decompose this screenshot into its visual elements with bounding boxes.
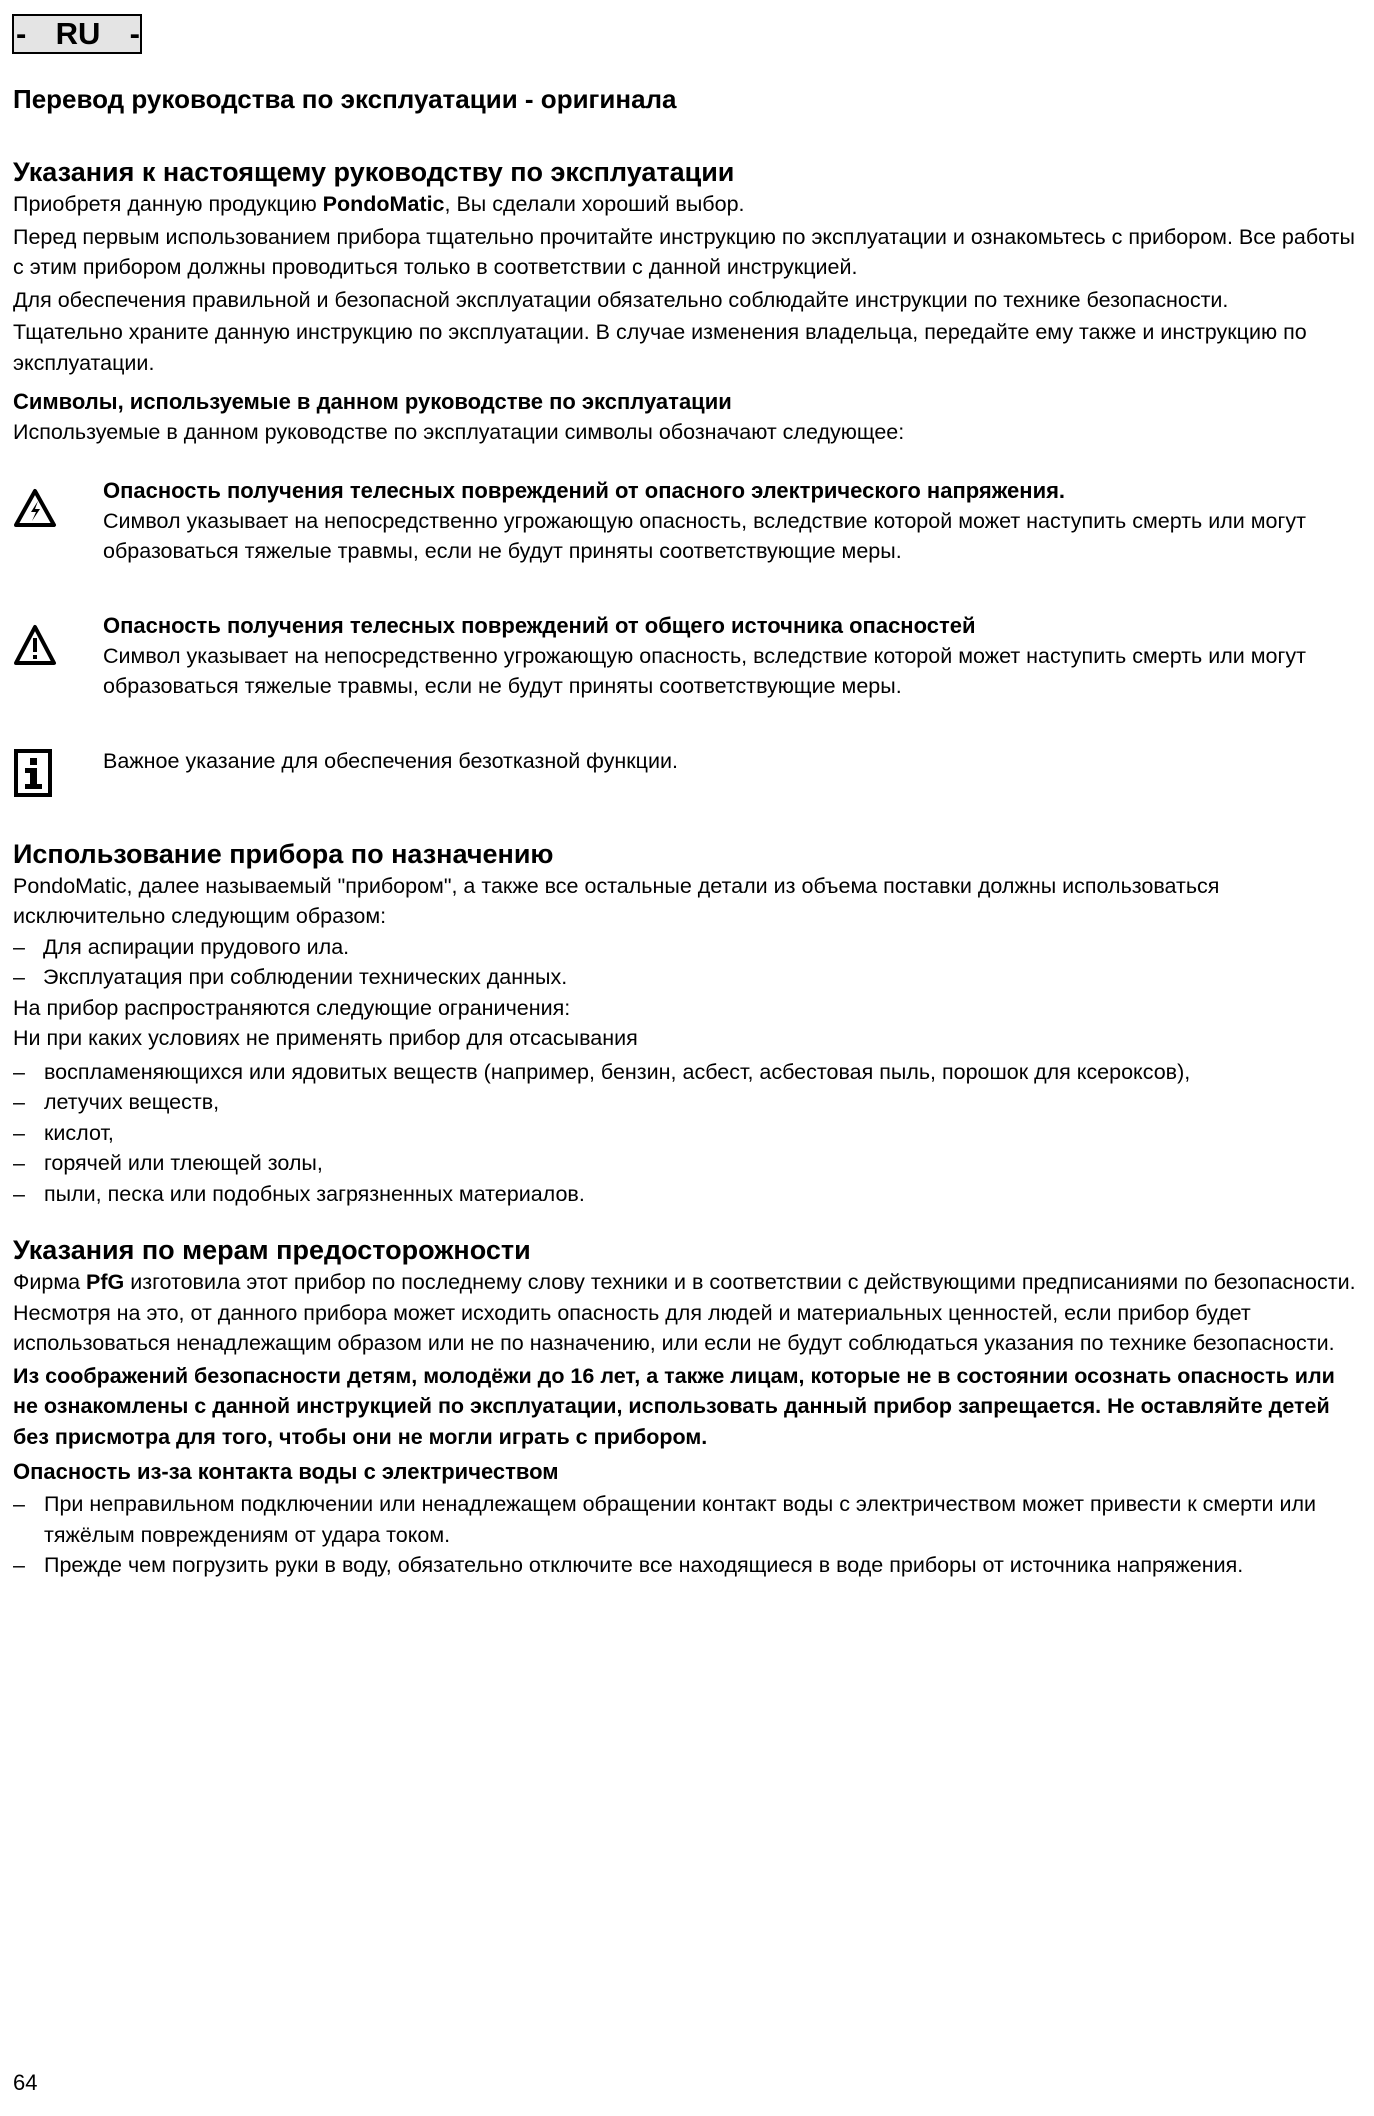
electric-hazard-icon: [13, 476, 85, 533]
paragraph: Для обеспечения правильной и безопасной эксплуатации обязательно соблюдайте инструкции по технике безопасности.: [13, 287, 1229, 312]
water-electricity-list: [13, 1489, 1363, 1581]
brand-name: PondoMatic: [322, 192, 445, 216]
symbol-text: Символ указывает на непосредственно угрожающую опасность, вследствие которой может наступить смерть или могут образоваться тяжелые травмы, если не будут приняты соответствующие меры.: [103, 508, 1306, 563]
usage-list: [13, 932, 1363, 993]
section-heading-instructions: Указания к настоящему руководству по эксплуатации: [13, 157, 735, 187]
list-item: – воспламеняющихся или ядовитых веществ (например, бензин, асбест, асбестовая пыль, порошок для ксероксов),: [13, 1057, 1363, 1088]
lang-dash-left: -: [16, 16, 27, 51]
symbol-general: [13, 611, 1363, 702]
section-heading-safety: Указания по мерам предосторожности: [13, 1235, 531, 1265]
paragraph: Фирма PfG изготовила этот прибор по последнему слову техники и в соответствии с действующими предписаниями по безопасности. Несмотря на это, от данного прибора может исходить опасность для людей и материальных ценностей, если прибор будет использоваться ненадлежащим образом или не по назначению, или если не будут соблюдаться указания по технике безопасности.: [13, 1270, 1356, 1355]
list-item: – Для аспирации прудового ила.: [13, 932, 1363, 963]
subheading-water-electricity: Опасность из-за контакта воды с электричеством: [13, 1459, 559, 1484]
symbol-title: Опасность получения телесных повреждений от общего источника опасностей: [103, 612, 976, 638]
paragraph: Перед первым использованием прибора тщательно прочитайте инструкцию по эксплуатации и ознакомьтесь с прибором. Все работы с этим прибором должны проводиться только в соответствии с данной инструкцией.: [13, 224, 1355, 279]
safety-warning: Из соображений безопасности детям, молодёжи до 16 лет, а также лицам, которые не в состоянии осознать опасность или не ознакомлены с данной инструкцией по эксплуатации, использовать данный прибор запрещается. Не оставляйте детей без присмотра для того, чтобы они не могли играть с прибором.: [13, 1363, 1335, 1449]
section-heading-symbols: Символы, используемые в данном руководстве по эксплуатации: [13, 389, 732, 414]
list-item: – пыли, песка или подобных загрязненных материалов.: [13, 1179, 1363, 1210]
paragraph: На прибор распространяются следующие ограничения:: [13, 995, 571, 1020]
list-item: – летучих веществ,: [13, 1087, 1363, 1118]
general-warning-icon: [13, 611, 85, 672]
paragraph: Тщательно храните данную инструкцию по эксплуатации. В случае изменения владельца, передайте ему также и инструкцию по эксплуатации.: [13, 320, 1307, 375]
lang-code: RU: [55, 16, 101, 51]
language-badge: [12, 14, 142, 54]
info-icon: [13, 746, 85, 803]
symbol-electric: [13, 476, 1363, 567]
symbol-title: Опасность получения телесных повреждений от опасного электрического напряжения.: [103, 477, 1066, 503]
paragraph: PondoMatic, далее называемый "прибором", а также все остальные детали из объема поставки должны использоваться исключительно следующим образом:: [13, 873, 1220, 928]
lang-dash-right: -: [129, 16, 140, 51]
list-item: – Прежде чем погрузить руки в воду, обязательно отключите все находящиеся в воде приборы от источника напряжения.: [13, 1550, 1363, 1581]
document-body: [13, 82, 1363, 1581]
list-item: – кислот,: [13, 1118, 1363, 1149]
page-title: Перевод руководства по эксплуатации - оригинала: [13, 84, 677, 114]
list-item: – При неправильном подключении или ненадлежащем обращении контакт воды с электричеством может привести к смерти или тяжёлым повреждениям от удара током.: [13, 1489, 1363, 1550]
symbol-text: Важное указание для обеспечения безотказной функции.: [103, 748, 678, 773]
paragraph: Ни при каких условиях не применять прибор для отсасывания: [13, 1026, 638, 1050]
symbol-text: Символ указывает на непосредственно угрожающую опасность, вследствие которой может наступить смерть или могут образоваться тяжелые травмы, если не будут приняты соответствующие меры.: [103, 643, 1306, 698]
paragraph: Используемые в данном руководстве по эксплуатации символы обозначают следующее:: [13, 420, 905, 444]
page-number: 64: [13, 2070, 38, 2095]
brand-name: PfG: [86, 1270, 125, 1294]
list-item: – Эксплуатация при соблюдении технических данных.: [13, 962, 1363, 993]
symbol-info: [13, 746, 1363, 803]
list-item: – горячей или тлеющей золы,: [13, 1148, 1363, 1179]
paragraph: Приобретя данную продукцию PondoMatic, Вы сделали хороший выбор.: [13, 192, 745, 216]
restriction-list: [13, 1057, 1363, 1210]
section-heading-usage: Использование прибора по назначению: [13, 838, 554, 869]
